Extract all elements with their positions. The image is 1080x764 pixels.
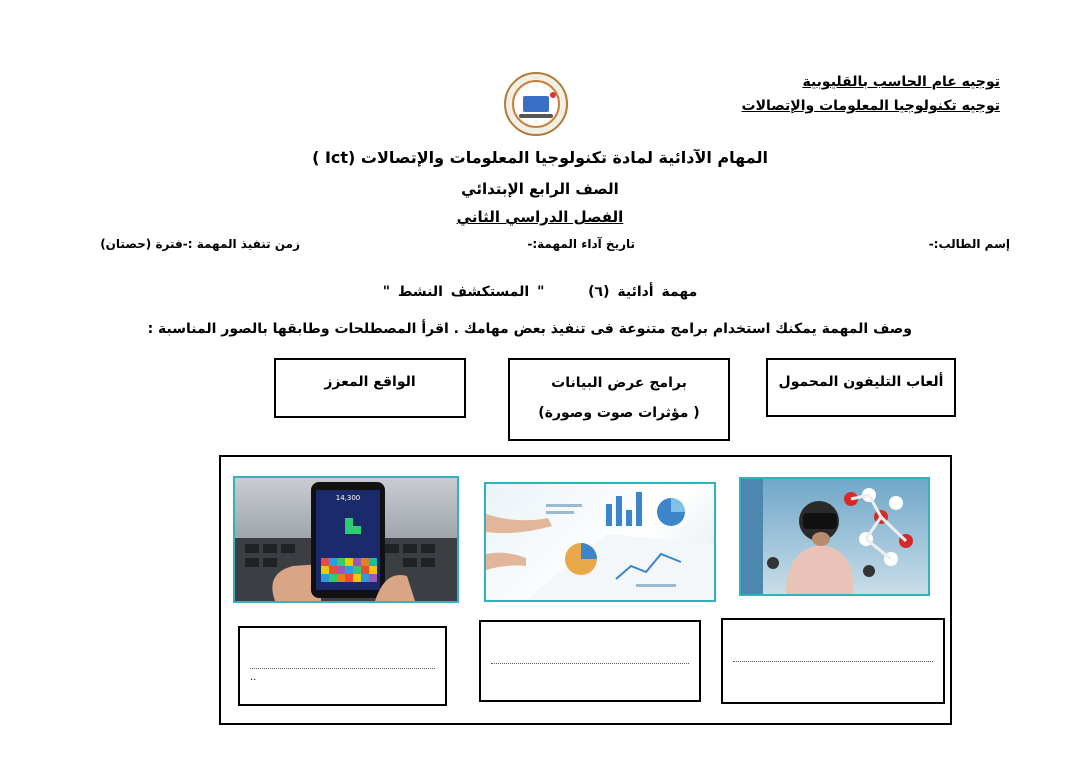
task-date-field: تاريخ آداء المهمة:- (527, 237, 635, 251)
answer-line-left (250, 668, 435, 669)
answer-left-extra: .. (250, 672, 257, 683)
vr-illustration (741, 479, 928, 594)
answer-box-middle[interactable] (479, 620, 701, 702)
answer-line-right (733, 661, 933, 662)
document-title: المهام الآدائية لمادة تكنولوجيا المعلومات والإتصالات (Ict ) (312, 148, 768, 167)
term-title: الفصل الدراسي الثاني (456, 208, 624, 226)
grade-title: الصف الرابع الإبتدائي (461, 180, 619, 198)
mobile-game-illustration (235, 478, 457, 601)
term-mobile-games: ألعاب التليفون المحمول (778, 374, 944, 390)
task-time-field: زمن تنفيذ المهمة :-فترة (حصتان) (100, 237, 300, 251)
term-box-mobile-games (766, 358, 956, 417)
logo-laptop-base (519, 114, 553, 118)
header-block (742, 70, 1001, 118)
answer-box-right[interactable] (721, 618, 945, 704)
presentation-illustration (486, 484, 714, 600)
answer-box-left[interactable] (238, 626, 447, 706)
task-heading (0, 284, 1080, 300)
task-name: " المستكشف النشط " (382, 284, 545, 300)
term-box-augmented-reality (274, 358, 466, 418)
image-mobile-game (233, 476, 459, 603)
logo-dot (550, 92, 556, 98)
task-description: وصف المهمة يمكنك استخدام برامج متنوعة فى تنفيذ بعض مهامك . اقرأ المصطلحات وطابقها بالصور المناسبة : (147, 321, 912, 337)
image-augmented-reality (739, 477, 930, 596)
student-name-field: إسم الطالب:- (928, 237, 1010, 251)
header-line-2: توجيه تكنولوجيا المعلومات والإتصالات (741, 98, 1000, 114)
term-presentation-line2: ( مؤثرات صوت وصورة) (538, 405, 700, 421)
directorate-logo (504, 72, 568, 136)
answer-line-middle (491, 663, 689, 664)
term-augmented-reality: الواقع المعزز (324, 374, 416, 390)
image-presentation-software (484, 482, 716, 602)
term-box-presentation (508, 358, 730, 441)
logo-computer-icon (523, 96, 549, 112)
term-presentation-line1: برامج عرض البيانات (551, 375, 687, 391)
phone-score: 14,300 (335, 494, 361, 502)
header-line-1: توجيه عام الحاسب بالقليوبية (802, 74, 1000, 90)
task-label: مهمة أدائية (٦) (588, 284, 698, 300)
